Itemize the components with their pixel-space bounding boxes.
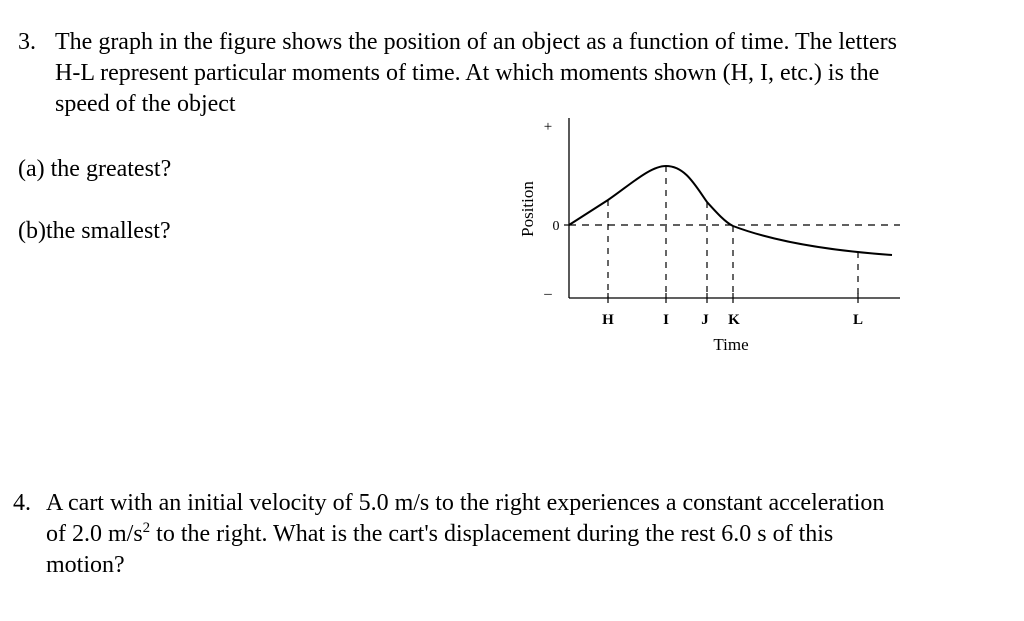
- question-4-line-1: A cart with an initial velocity of 5.0 m/s to the right experiences a constant acceleration: [46, 490, 885, 516]
- x-axis-label: Time: [713, 335, 749, 354]
- x-label-h: H: [602, 312, 614, 328]
- x-label-j: J: [701, 312, 709, 328]
- question-4-line-2-post: to the right. What is the cart's displacement during the rest 6.0 s of this: [150, 521, 834, 547]
- question-4-line-2-pre: of 2.0 m/s: [46, 521, 143, 547]
- question-3-text: [55, 27, 1020, 120]
- y-tick-zero-label: 0: [552, 219, 560, 234]
- question-3-line-3: speed of the object: [55, 91, 236, 117]
- question-4-number: 4.: [13, 490, 31, 516]
- question-3-line-1: The graph in the figure shows the position of an object as a function of time. The letters: [55, 29, 898, 55]
- x-label-i: I: [663, 312, 669, 328]
- x-label-l: L: [852, 312, 864, 328]
- position-curve: [569, 166, 892, 255]
- y-tick-minus: –: [544, 286, 552, 302]
- question-4-text: [46, 488, 1011, 581]
- question-4-line-3: motion?: [46, 552, 125, 578]
- question-3-line-2: H-L represent particular moments of time. At which moments shown (H, I, etc.) is the: [55, 60, 880, 86]
- question-4-line-2: [46, 519, 1011, 550]
- question-3-number: 3.: [18, 29, 36, 55]
- y-tick-plus: +: [543, 119, 553, 135]
- x-label-k: K: [728, 312, 740, 328]
- question-3-part-a: (a) the greatest?: [18, 156, 172, 182]
- question-3-part-b: (b)the smallest?: [18, 218, 171, 244]
- y-axis-label: Position: [518, 181, 537, 237]
- squared-superscript: 2: [142, 520, 151, 536]
- position-time-graph: [505, 110, 905, 360]
